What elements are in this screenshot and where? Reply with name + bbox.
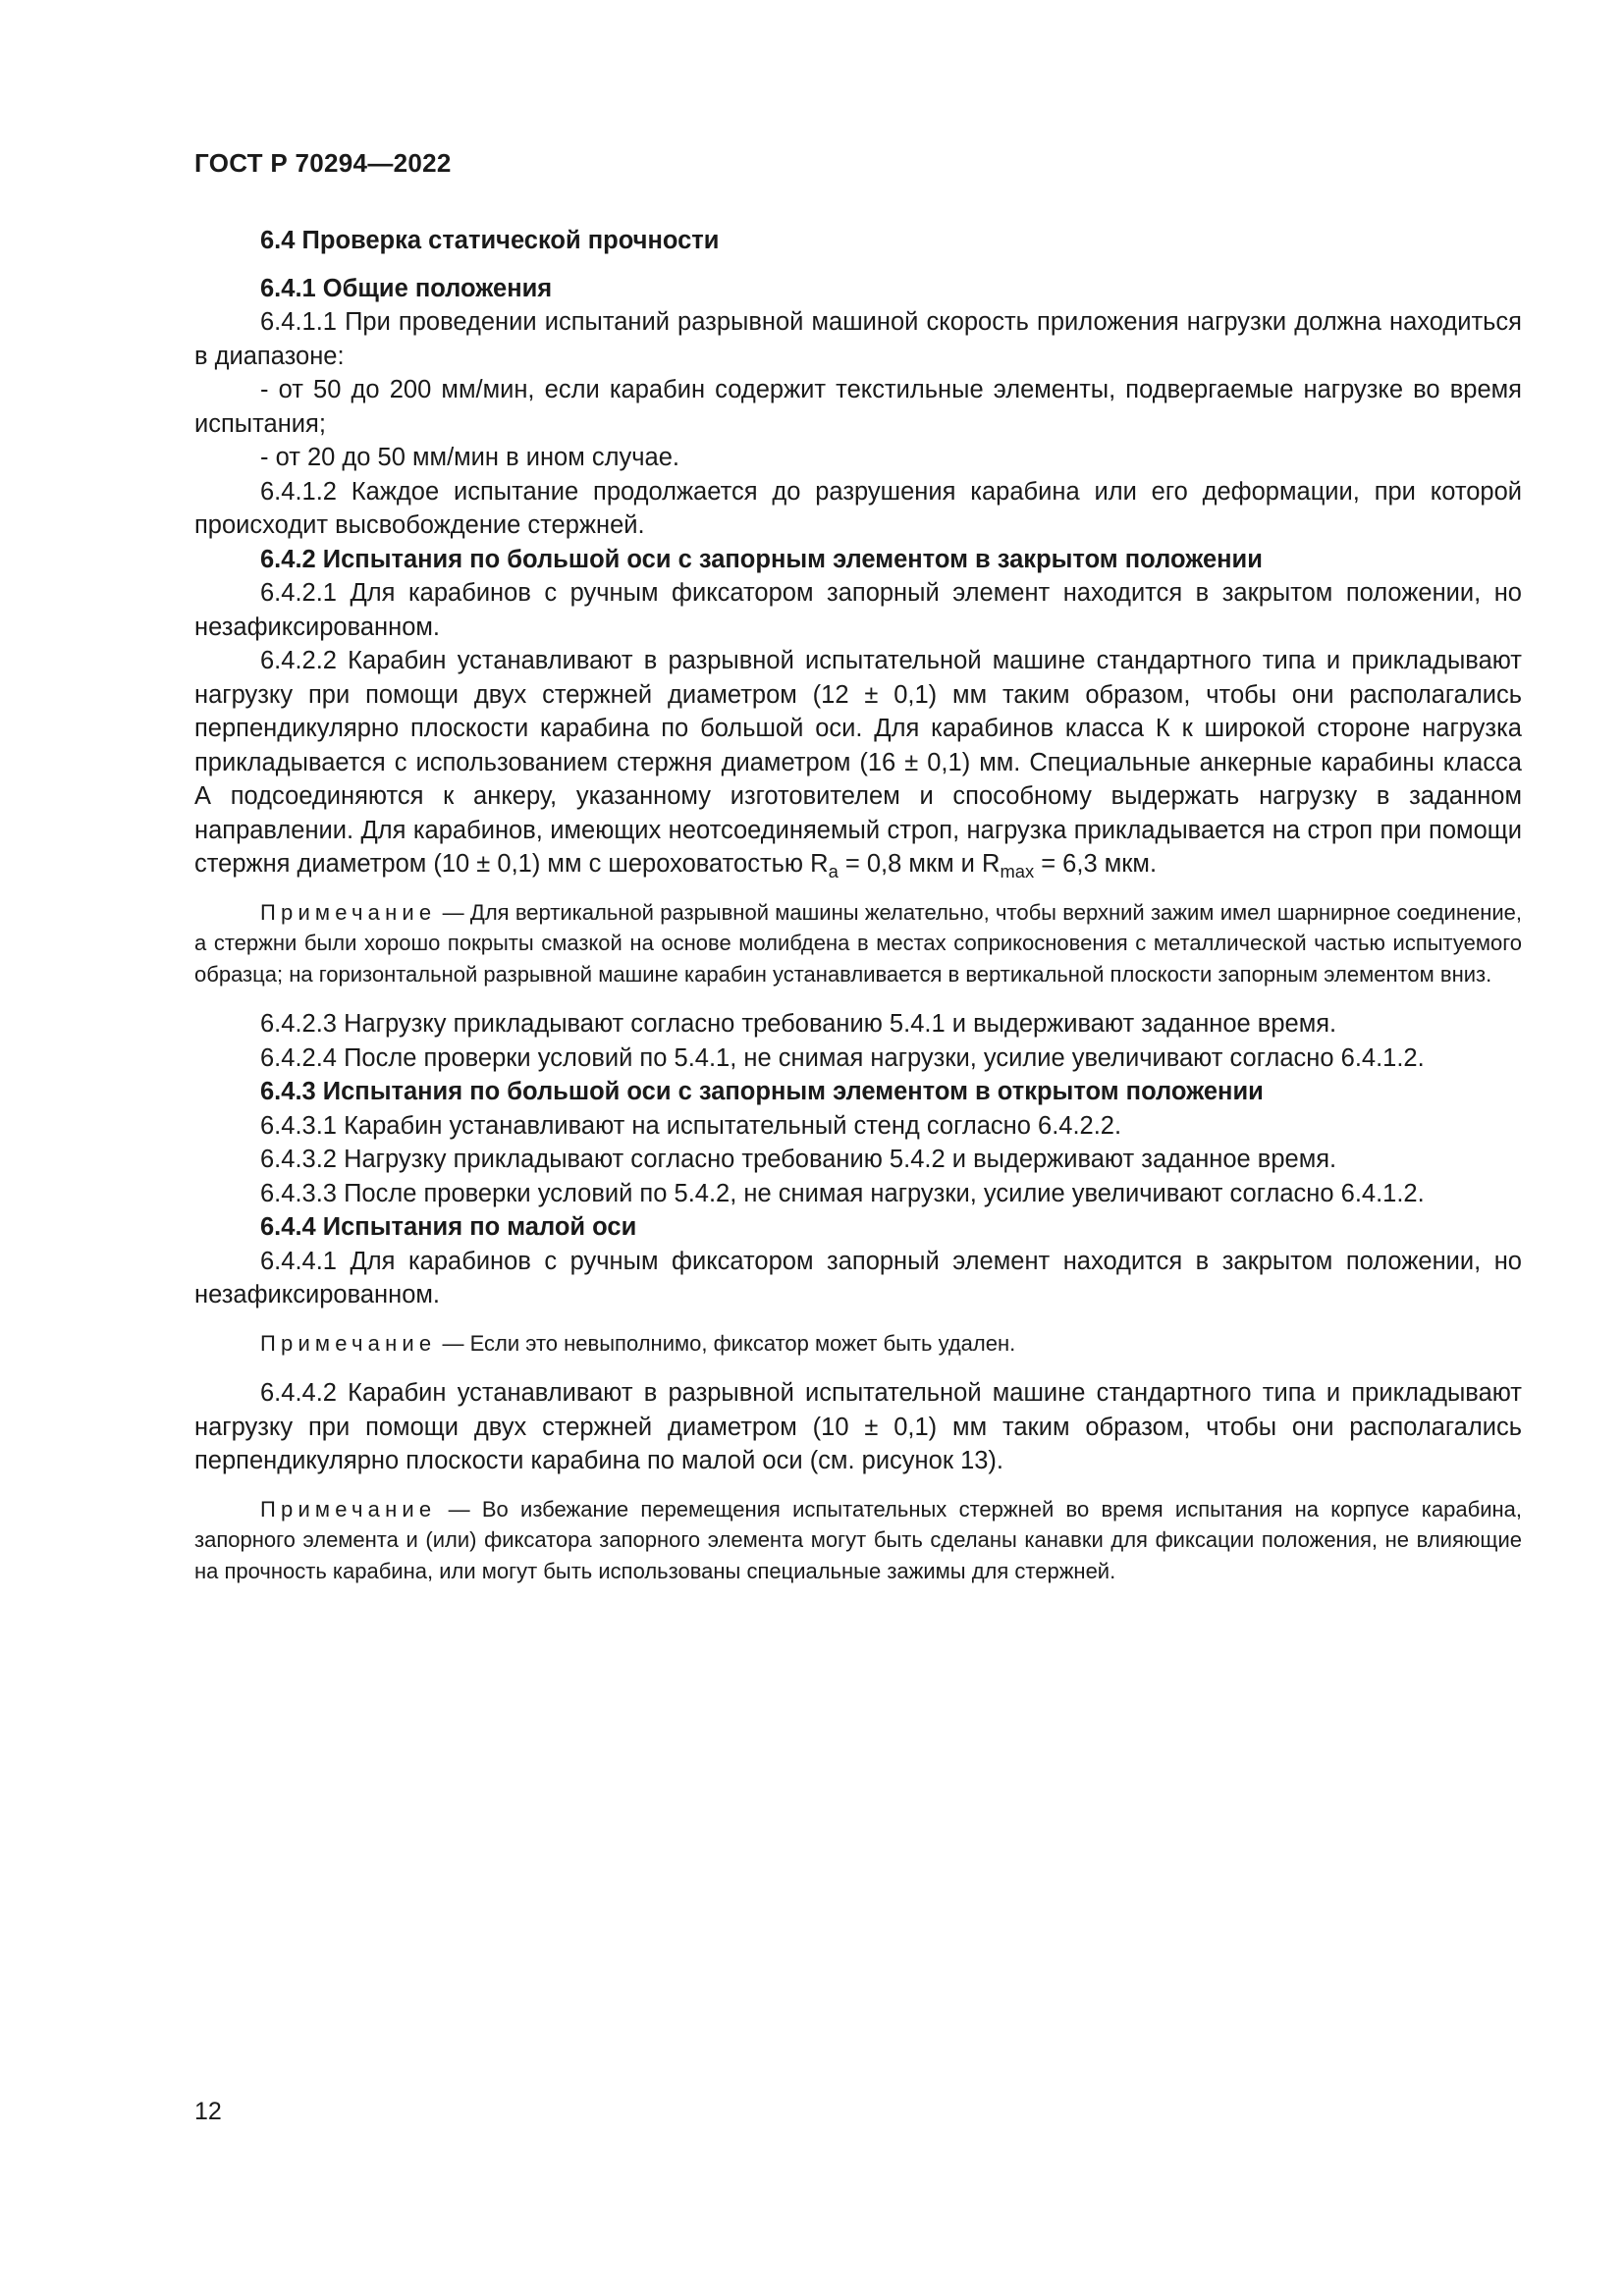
section-heading: 6.4 Проверка статической прочности xyxy=(260,227,720,254)
paragraph: 6.4.1.2 Каждое испытание продолжается до разрушения карабина или его деформации, при которой происходит высвобождение стержней. xyxy=(194,477,1522,539)
paragraph: 6.4.3.2 Нагрузку прикладывают согласно требованию 5.4.2 и выдерживают заданное время. xyxy=(260,1146,1337,1173)
paragraph: 6.4.4.2 Карабин устанавливают в разрывной испытательной машине стандартного типа и прикладывают нагрузку при помощи двух стержней диаметром (10 ± 0,1) мм таким образом, чтобы они располагались перпендикулярно плоскости карабина по малой оси (см. рисунок 13). xyxy=(194,1379,1522,1474)
paragraph: 6.4.4.1 Для карабинов с ручным фиксатором запорный элемент находится в закрытом положении, но незафиксированном. xyxy=(194,1247,1522,1308)
note xyxy=(194,897,1522,990)
section-heading: 6.4.4 Испытания по малой оси xyxy=(260,1213,637,1241)
page-number: 12 xyxy=(194,2098,222,2125)
note-label: Примечание xyxy=(260,1330,437,1356)
paragraph: 6.4.3.3 После проверки условий по 5.4.2, не снимая нагрузки, усилие увеличивают согласно 6.4.1.2. xyxy=(260,1179,1425,1207)
paragraph-text: = 0,8 мкм и R xyxy=(838,850,1001,878)
paragraph: 6.4.2.3 Нагрузку прикладывают согласно требованию 5.4.1 и выдерживают заданное время. xyxy=(260,1010,1337,1038)
paragraph-text: = 6,3 мкм. xyxy=(1034,850,1158,878)
subscript: a xyxy=(828,860,839,881)
note-label: Примечание xyxy=(260,899,437,925)
paragraph-text: 6.4.2.2 Карабин устанавливают в разрывной испытательной машине стандартного типа и прикладывают нагрузку при помощи двух стержней диаметром (12 ± 0,1) мм таким образом, чтобы они располагались перпендикулярно плоскости карабина по большой оси. Для карабинов класса К к широкой стороне нагрузка прикладывается с использованием стержня диаметром (16 ± 0,1) мм. Специальные анкерные карабины класса А подсоединяются к анкеру, указанному изготовителем и способному выдержать нагрузку в заданном направлении. Для карабинов, имеющих неотсоединяемый строп, нагрузка прикладывается на строп при помощи стержня диаметром (10 ± 0,1) мм с шероховатостью R xyxy=(194,647,1522,878)
document-code: ГОСТ Р 70294—2022 xyxy=(194,148,452,178)
note-label: Примечание xyxy=(260,1496,437,1522)
paragraph: - от 20 до 50 мм/мин в ином случае. xyxy=(260,444,679,471)
paragraph: - от 50 до 200 мм/мин, если карабин содержит текстильные элементы, подвергаемые нагрузке во время испытания; xyxy=(194,376,1522,438)
note xyxy=(194,1328,1522,1360)
section-heading: 6.4.1 Общие положения xyxy=(260,274,553,302)
note-text: — Если это невыполнимо, фиксатор может быть удален. xyxy=(436,1330,1016,1356)
document-body xyxy=(194,224,1522,1604)
paragraph: 6.4.1.1 При проведении испытаний разрывной машиной скорость приложения нагрузки должна находиться в диапазоне: xyxy=(194,308,1522,370)
note-text: — Для вертикальной разрывной машины желательно, чтобы верхний зажим имел шарнирное соединение, а стержни были хорошо покрыты смазкой на основе молибдена в местах соприкосновения с металлической частью испытуемого образца; на горизонтальной разрывной машине карабин устанавливается в вертикальной плоскости запорным элементом вниз. xyxy=(194,899,1522,987)
section-heading: 6.4.3 Испытания по большой оси с запорным элементом в открытом положении xyxy=(260,1078,1264,1105)
paragraph: 6.4.3.1 Карабин устанавливают на испытательный стенд согласно 6.4.2.2. xyxy=(260,1111,1122,1140)
paragraph: 6.4.2.1 Для карабинов с ручным фиксатором запорный элемент находится в закрытом положении, но незафиксированном. xyxy=(194,579,1522,641)
paragraph xyxy=(194,644,1522,881)
section-heading: 6.4.2 Испытания по большой оси с запорным элементом в закрытом положении xyxy=(260,545,1263,573)
subscript: max xyxy=(1000,860,1035,881)
note-text: — Во избежание перемещения испытательных стержней во время испытания на корпусе карабина, запорного элемента и (или) фиксатора запорного элемента могут быть сделаны канавки для фиксации положения, не влияющие на прочность карабина, или могут быть использованы специальные зажимы для стержней. xyxy=(194,1496,1522,1583)
paragraph: 6.4.2.4 После проверки условий по 5.4.1, не снимая нагрузки, усилие увеличивают согласно 6.4.1.2. xyxy=(260,1043,1425,1072)
note xyxy=(194,1494,1522,1587)
